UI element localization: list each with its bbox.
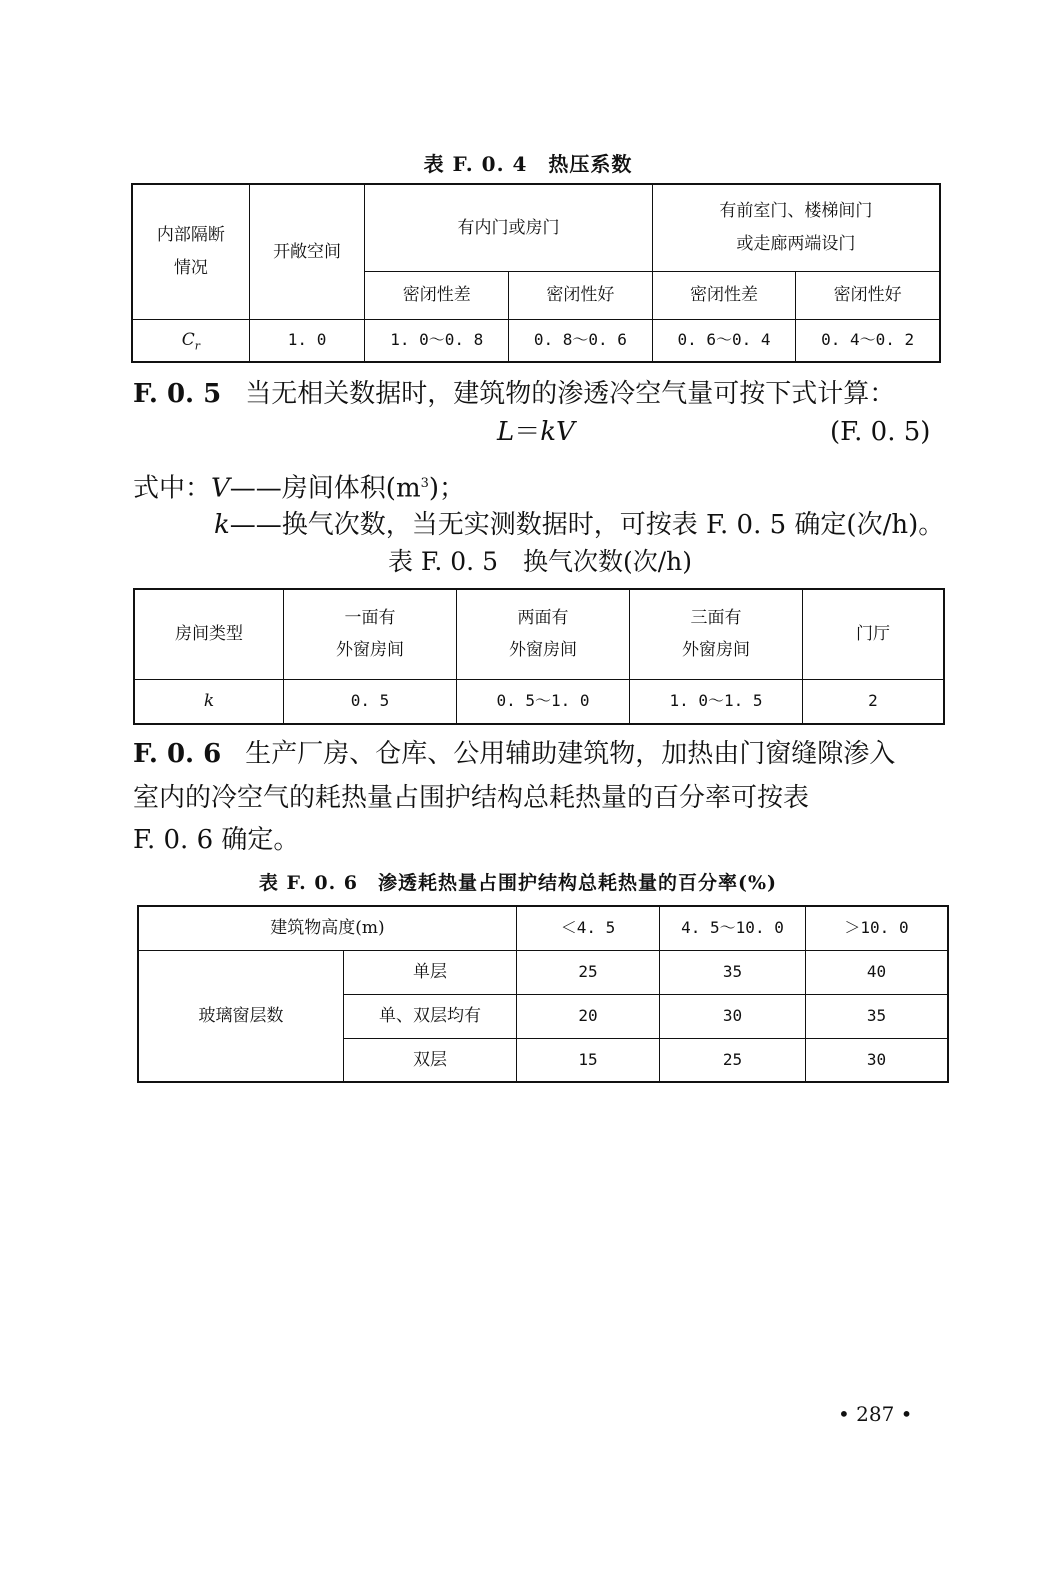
table-f05-cell: 1. 0～1. 5: [630, 679, 803, 724]
table-f04-row-label: $C_r$: [132, 319, 249, 362]
table-f05-cell: 0. 5: [284, 679, 457, 724]
table-f06-header-c2: 4. 5～10. 0: [660, 906, 806, 950]
table-f06-cell: 35: [660, 950, 806, 994]
table-f06-cell: 30: [806, 1038, 949, 1082]
table-f04-header-poor-2: 密闭性差: [652, 271, 796, 319]
table-f06-row-label: 单、双层均有: [344, 994, 517, 1038]
table-f04-cell: 1. 0～0. 8: [365, 319, 509, 362]
table-f06-cell: 35: [806, 994, 949, 1038]
where-v-line: 式中：V——房间体积$(m^3)$；: [133, 473, 466, 504]
table-f05-cell: 2: [803, 679, 945, 724]
table-f06-cell: 40: [806, 950, 949, 994]
table-f04-cell: 1. 0: [249, 319, 365, 362]
section-f06-line3: F. 0. 6 确定。: [133, 825, 300, 855]
table-f04-caption: 表 F. 0. 4 热压系数: [423, 152, 633, 176]
table-f06-group-label: 玻璃窗层数: [138, 950, 344, 1082]
table-f05-header-one: 一面有 外窗房间: [284, 589, 457, 679]
table-f05-row-label: k: [134, 679, 284, 724]
table-f04-cell: 0. 6～0. 4: [652, 319, 796, 362]
table-f06-cell: 25: [660, 1038, 806, 1082]
table-f04-header-open: 开敞空间: [249, 184, 365, 319]
table-f05-header-two: 两面有 外窗房间: [457, 589, 630, 679]
table-f06-cell: 25: [517, 950, 660, 994]
table-f04-cell: 0. 4～0. 2: [796, 319, 940, 362]
table-f04-header-internal: 内部隔断 情况: [132, 184, 249, 319]
table-f04-header-front-door: 有前室门、楼梯间门 或走廊两端设门: [652, 184, 940, 271]
table-f05-header-type: 房间类型: [134, 589, 284, 679]
table-f06-cell: 15: [517, 1038, 660, 1082]
table-f05-header-hall: 门厅: [803, 589, 945, 679]
page-number: • 287 •: [838, 1402, 913, 1426]
table-f04-header-good-2: 密闭性好: [796, 271, 940, 319]
table-f04: [131, 183, 941, 363]
table-f06-row-label: 双层: [344, 1038, 517, 1082]
table-f04-header-poor-1: 密闭性差: [365, 271, 509, 319]
section-f06-line2: 室内的冷空气的耗热量占围护结构总耗热量的百分率可按表: [133, 783, 810, 813]
section-f05-heading: F. 0. 5 当无相关数据时，建筑物的渗透冷空气量可按下式计算：: [133, 379, 896, 409]
formula-f05-number: (F. 0. 5): [830, 417, 931, 447]
table-f05-caption: 表 F. 0. 5 换气次数(次/h): [387, 547, 693, 576]
formula-f05: L＝kV: [497, 417, 575, 447]
table-f04-cell: 0. 8～0. 6: [509, 319, 653, 362]
table-f06-cell: 20: [517, 994, 660, 1038]
table-f06-header-height: 建筑物高度(m): [138, 906, 517, 950]
table-f06-caption: 表 F. 0. 6 渗透耗热量占围护结构总耗热量的百分率(%): [258, 872, 778, 894]
table-f05-header-three: 三面有 外窗房间: [630, 589, 803, 679]
section-f06-heading: F. 0. 6 生产厂房、仓库、公用辅助建筑物，加热由门窗缝隙渗入: [133, 739, 896, 769]
table-f06-header-c1: ＜4. 5: [517, 906, 660, 950]
table-f05: [133, 588, 945, 725]
table-f04-header-inner-door: 有内门或房门: [365, 184, 652, 271]
where-k-line: k——换气次数，当无实测数据时，可按表 F. 0. 5 确定(次/h)。: [214, 510, 945, 540]
table-f06-row-label: 单层: [344, 950, 517, 994]
table-f06-header-c3: ＞10. 0: [806, 906, 949, 950]
table-f06-cell: 30: [660, 994, 806, 1038]
table-f05-cell: 0. 5～1. 0: [457, 679, 630, 724]
table-f06: [137, 905, 949, 1083]
table-f04-header-good-1: 密闭性好: [509, 271, 653, 319]
